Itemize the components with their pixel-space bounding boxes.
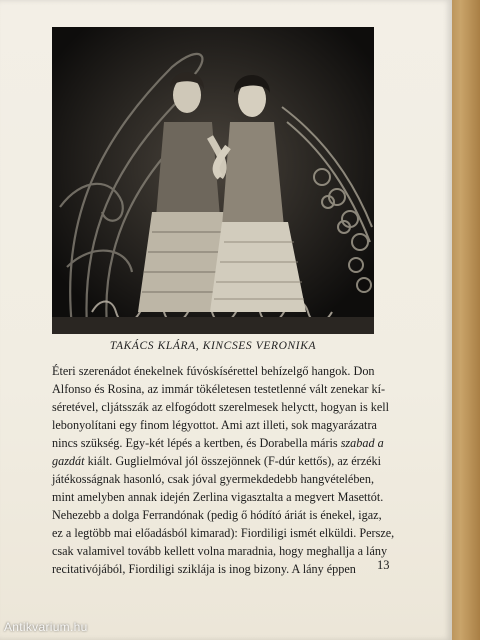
text-line: játékosságnak hasonló, csak jóval gyermekdedebb hangvételében, xyxy=(52,472,374,486)
text-line: lebonyolítani egy finom légyottot. Ami azt illeti, sok magyarázatra xyxy=(52,418,377,432)
text-line: ez a legtöbb mai előadásból kimarad): Fiordiligi ismét elküldi. Persze, xyxy=(52,526,395,540)
text-line: Éteri szerenádot énekelnek fúvóskísérettel behízelgő hangok. Don xyxy=(52,364,375,378)
text-line: séretével, cljátsszák az elfogódott szerelmesek helyctt, hogyan is kell xyxy=(52,400,390,414)
book-spine-edge xyxy=(450,0,480,640)
watermark: Antikvarium.hu xyxy=(4,620,88,634)
italic-phrase: szabad a xyxy=(340,436,384,450)
text-line: mint amelyben annak idején Zerlina vigasztalta a megvert Masettót. xyxy=(52,490,384,504)
text-line: recitativójából, Fiordiligi sziklája is inog bizony. A lány éppen xyxy=(52,562,356,576)
page-number: 13 xyxy=(377,558,390,572)
stage-photo-illustration xyxy=(52,27,374,334)
text-line: nincs szükség. Egy-két lépés a kertben, és Dorabella máris szabad a xyxy=(52,436,384,450)
text-line: Alfonso és Rosina, az immár tökéletesen testetlenné vált zenekar kí- xyxy=(52,382,386,396)
italic-phrase: gazdát xyxy=(52,454,85,468)
text-line: gazdát kiált. Guglielmóval jól összejönnek (F-dúr kettős), az érzéki xyxy=(52,454,381,468)
text-line: Nehezebb a dolga Ferrandónak (pedig ő hódító áriát is énekel, igaz, xyxy=(52,508,382,522)
stage-photo xyxy=(52,27,374,334)
text-line: csak valamivel tovább kellett volna maradnia, hogy meghallja a lány xyxy=(52,544,388,558)
photo-caption: TAKÁCS KLÁRA, KINCSES VERONIKA xyxy=(109,340,317,352)
